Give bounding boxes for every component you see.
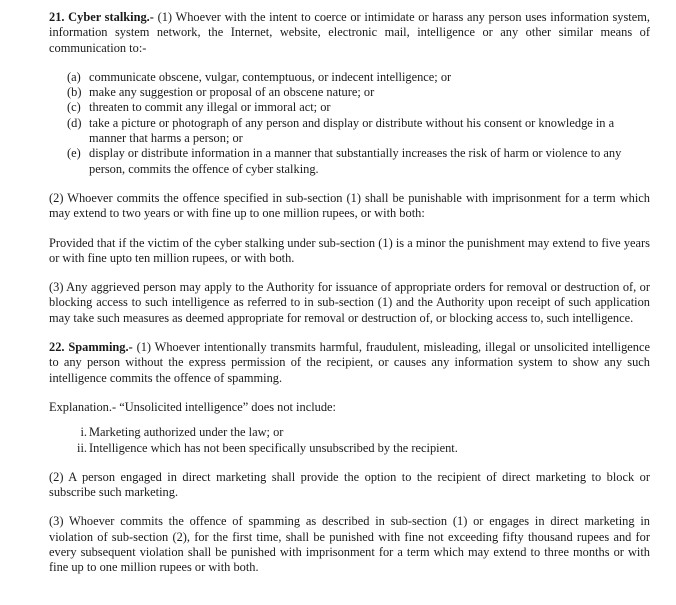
section-21-intro-text: (1) Whoever with the intent to coerce or intimidate or harass any person uses information system, information system network, the Internet, website, electronic mail, intelligence or any other similar means of communication to:- bbox=[49, 10, 650, 55]
list-item: ii. Intelligence which has not been specifically unsubscribed by the recipient. bbox=[77, 440, 458, 455]
list-item: (d) take a picture or photograph of any person and display or distribute without his consent or knowledge in a manner that harms a person; or bbox=[67, 115, 615, 146]
section-22-intro-text: (1) Whoever intentionally transmits harmful, fraudulent, misleading, illegal or unsolicited intelligence to any person without the express permission of the recipient, or causes any information system to show any such intelligence commits the offence of spamming. bbox=[49, 340, 650, 385]
list-item: (e) display or distribute information in a manner that substantially increases the risk of harm or violence to any person, commits the offence of cyber stalking. bbox=[67, 146, 622, 176]
section-21-clauses bbox=[49, 70, 650, 177]
list-item: i. Marketing authorized under the law; or bbox=[80, 425, 284, 440]
section-21-subsection-2: (2) Whoever commits the offence specified in sub-section (1) shall be punishable with imprisonment for a term which may extend to two years or with fine up to one million rupees, or with both: bbox=[49, 190, 650, 221]
section-21-proviso: Provided that if the victim of the cyber stalking under sub-section (1) is a minor the punishment may extend to five years or with fine upto ten million rupees, or with both. bbox=[49, 235, 650, 265]
list-item: (a) communicate obscene, vulgar, contemptuous, or indecent intelligence; or bbox=[67, 69, 452, 84]
section-22-explanation: Explanation.- “Unsolicited intelligence” does not include: bbox=[49, 399, 336, 414]
section-22-heading: 22. Spamming.- bbox=[49, 340, 133, 355]
section-22-subsection-2: (2) A person engaged in direct marketing shall provide the option to the recipient of direct marketing to block or subscribe such marketing. bbox=[49, 469, 650, 500]
section-21-subsection-3: (3) Any aggrieved person may apply to the Authority for issuance of appropriate orders for removal or destruction of, or blocking access to such intelligence as referred to in sub-section (1) and the Authority upon receipt of such application may take such measures as deemed appropriate for removal or destruction of, or blocking access to, such intelligence. bbox=[49, 280, 650, 325]
list-item: (c) threaten to commit any illegal or immoral act; or bbox=[67, 100, 331, 115]
section-22-exclusions bbox=[49, 425, 650, 456]
list-item: (b) make any suggestion or proposal of an obscene nature; or bbox=[67, 85, 375, 100]
section-21-intro bbox=[49, 10, 650, 56]
section-22-intro bbox=[49, 340, 650, 386]
section-21-heading: 21. Cyber stalking.- bbox=[49, 10, 154, 24]
section-22-subsection-3: (3) Whoever commits the offence of spamming as described in sub-section (1) or engages in direct marketing in violation of sub-section (2), for the first time, shall be punished with fine not exceeding fifty thousand rupees and for every subsequent violation shall be punished with imprisonment for a term which may extend to three months or with fine up to one million rupees or with both. bbox=[49, 514, 650, 575]
